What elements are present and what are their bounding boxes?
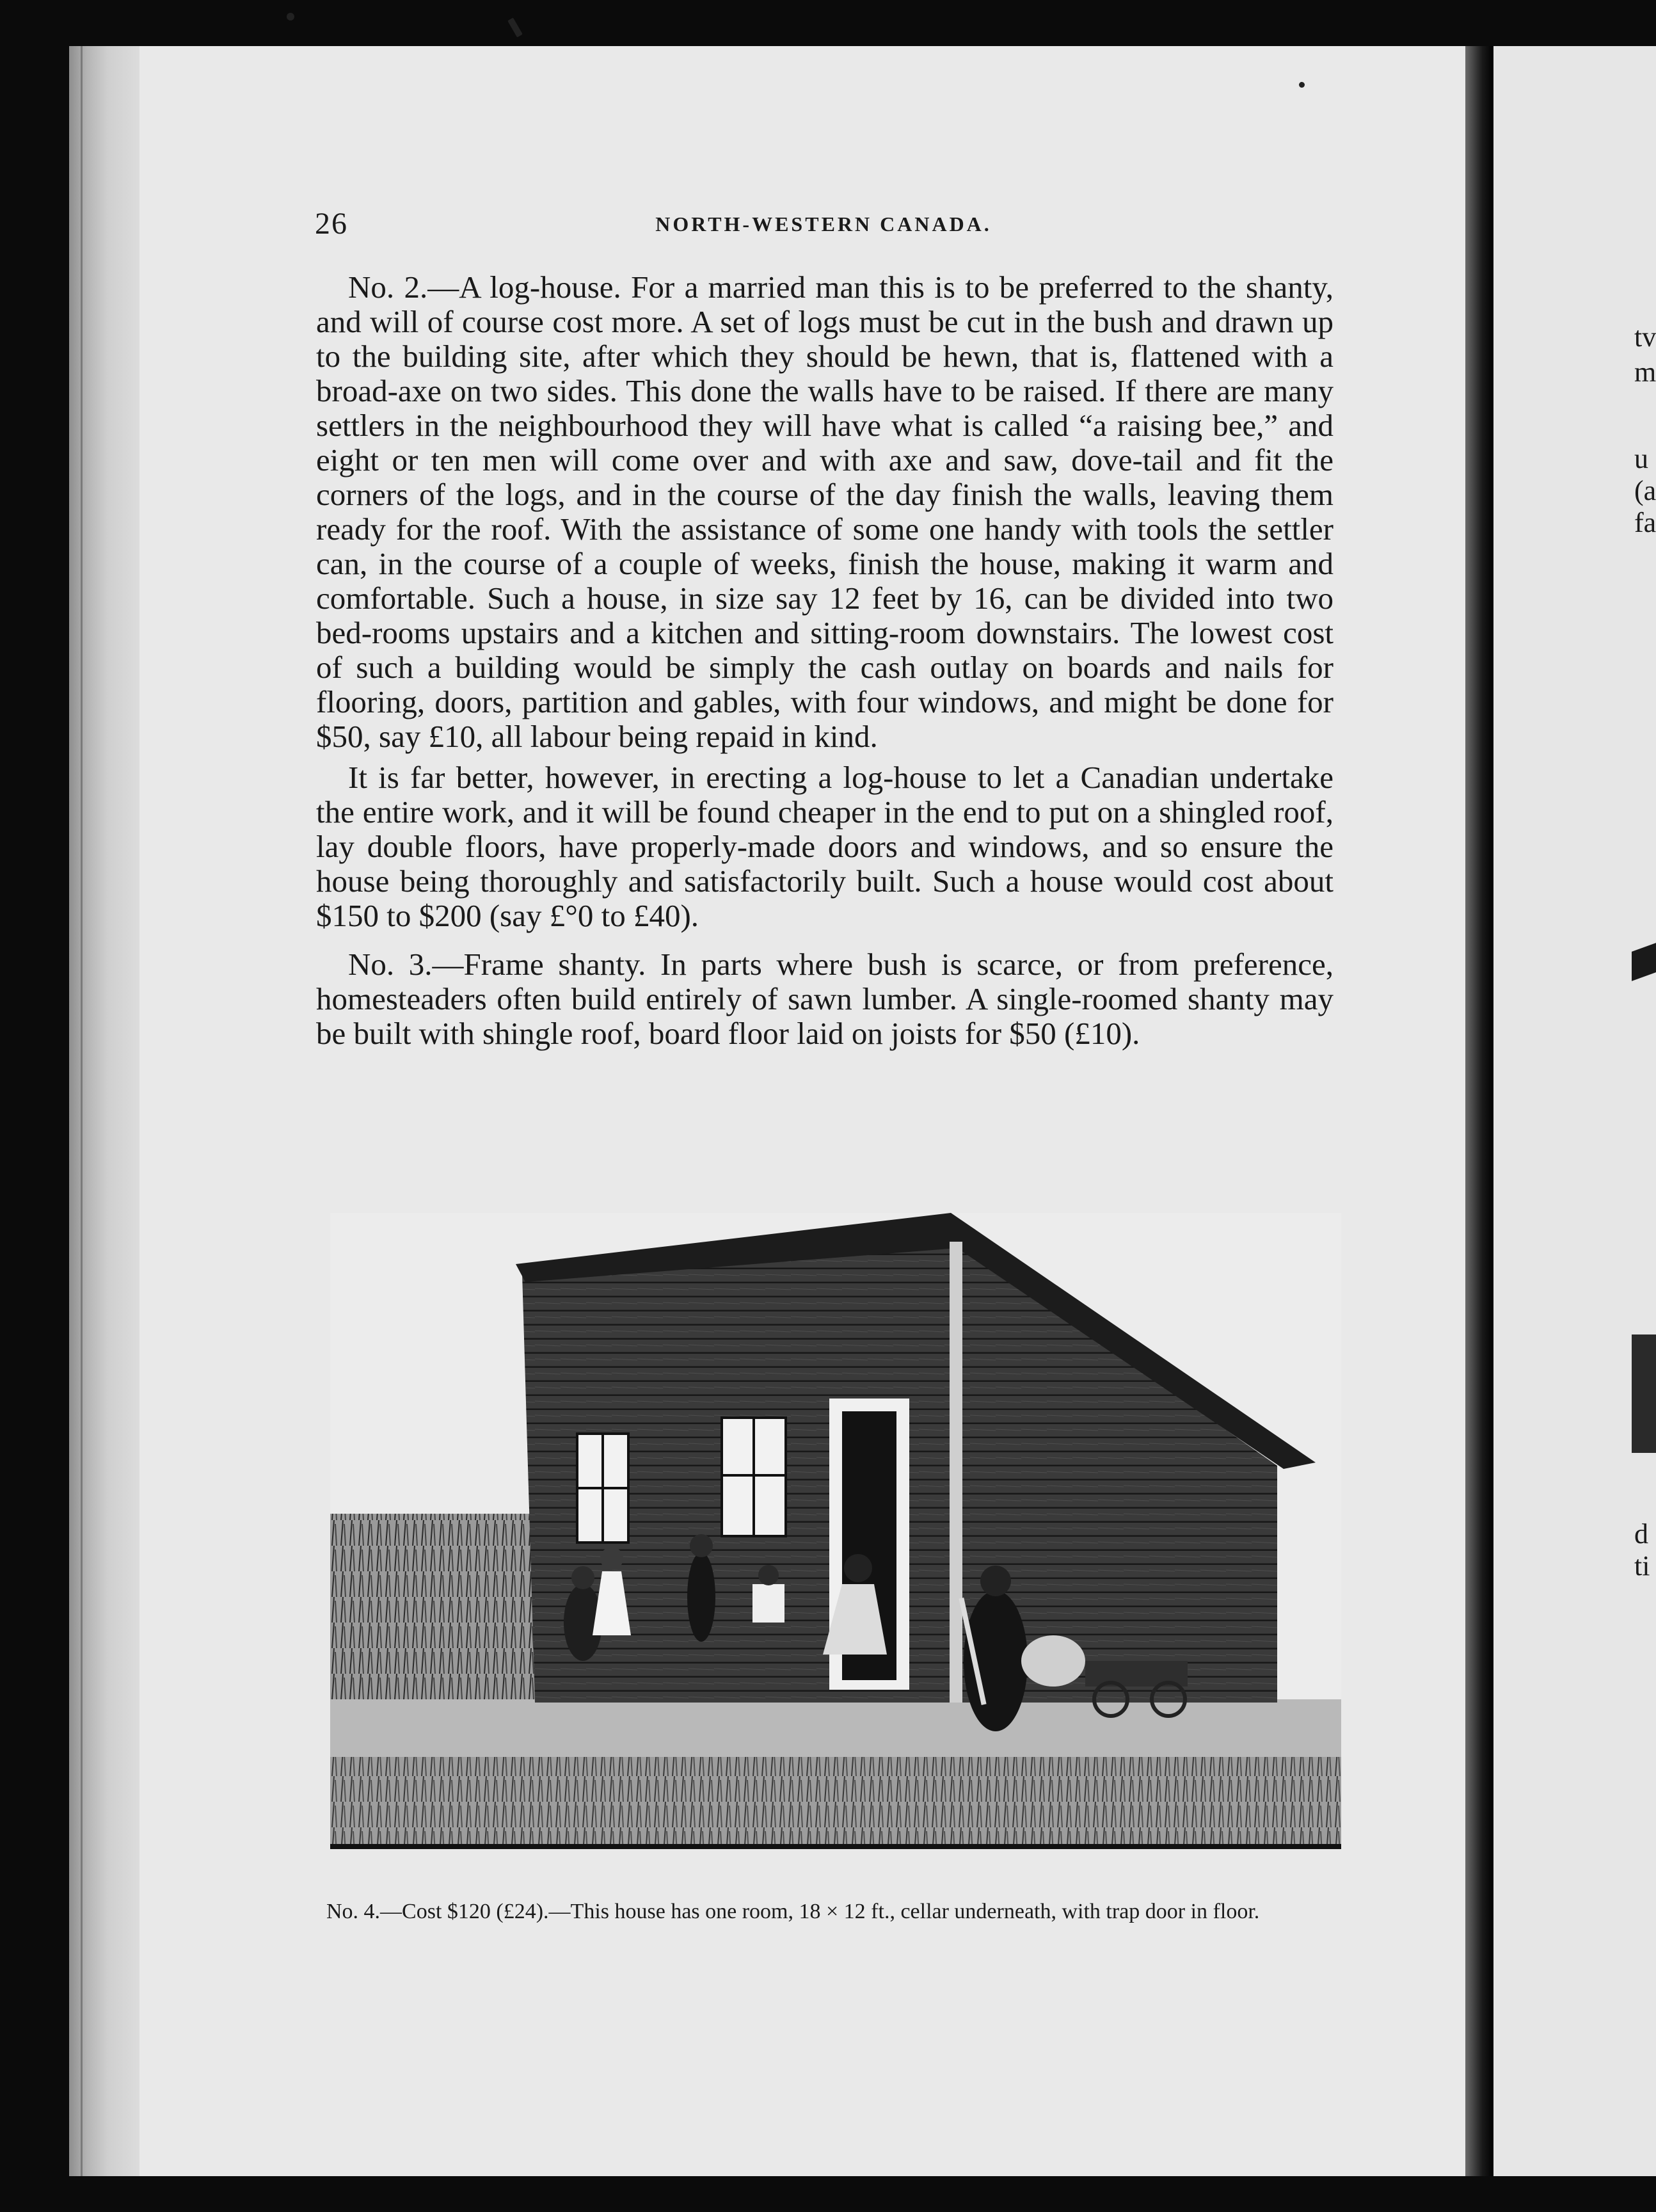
right-page-figure-fragment (1632, 1334, 1656, 1453)
scan-speck (507, 18, 523, 38)
paragraph-frame-shanty: No. 3.—Frame shanty. In parts where bush is scarce, or from preference, homesteaders often build entirely of sawn lumber. A single-roomed shanty may be built with shingle roof, board floor laid on joists for $50 (£10). (316, 947, 1334, 1051)
right-page-fragment: fa (1634, 507, 1656, 538)
right-page-fragment: ti (1634, 1550, 1650, 1582)
scan-speck (1299, 82, 1305, 88)
running-head: NORTH-WESTERN CANADA. (655, 212, 992, 236)
page-header (315, 206, 1332, 244)
figure-caption: No. 4.—Cost $120 (£24).—This house has one room, 18 × 12 ft., cellar underneath, with trap door in floor. (326, 1900, 1260, 1923)
shanty-photograph (330, 1213, 1341, 1849)
body-text (316, 270, 1334, 1057)
page-edge-stack (69, 46, 139, 2176)
right-page-fragment: (a (1634, 475, 1656, 506)
page-number: 26 (315, 207, 348, 241)
right-page-fragment: tv (1634, 321, 1656, 353)
right-page-fragment: u (1634, 443, 1648, 474)
paragraph-log-house: No. 2.—A log-house. For a married man this is to be preferred to the shanty, and will of course cost more. A set of logs must be cut in the bush and drawn up to the building site, after which they should be hewn, that is, flattened with a broad-axe on two sides. This done the walls have to be raised. If there are many settlers in the neighbourhood they will have what is called “a raising bee,” and eight or ten men will come over and with axe and saw, dove-tail and fit the corners of the logs, and in the course of the day finish the walls, leaving them ready for the roof. With the assistance of some one handy with tools the settler can, in the course of a couple of weeks, finish the house, making it warm and comfortable. Such a house, in size say 12 feet by 16, can be divided into two bed-rooms upstairs and a kitchen and sitting-room downstairs. The lowest cost of such a building would be simply the cash outlay on boards and nails for flooring, doors, partition and gables, with four windows, and might be done for $50, say £10, all labour being repaid in kind. (316, 269, 1334, 754)
paragraph-canadian-builder: It is far better, however, in erecting a log-house to let a Canadian undertake the entire work, and it will be found cheaper in the end to put on a shingled roof, lay double floors, have properly-made doors and windows, and so ensure the house being thoroughly and satisfactorily built. Such a house would cost about $150 to $200 (say £°0 to £40). (316, 760, 1334, 933)
right-page-fragment: d (1634, 1518, 1648, 1550)
right-page-fragment: m (1634, 357, 1656, 388)
scan-speck (287, 13, 294, 20)
book-gutter (1465, 46, 1493, 2176)
right-page (1493, 46, 1656, 2176)
